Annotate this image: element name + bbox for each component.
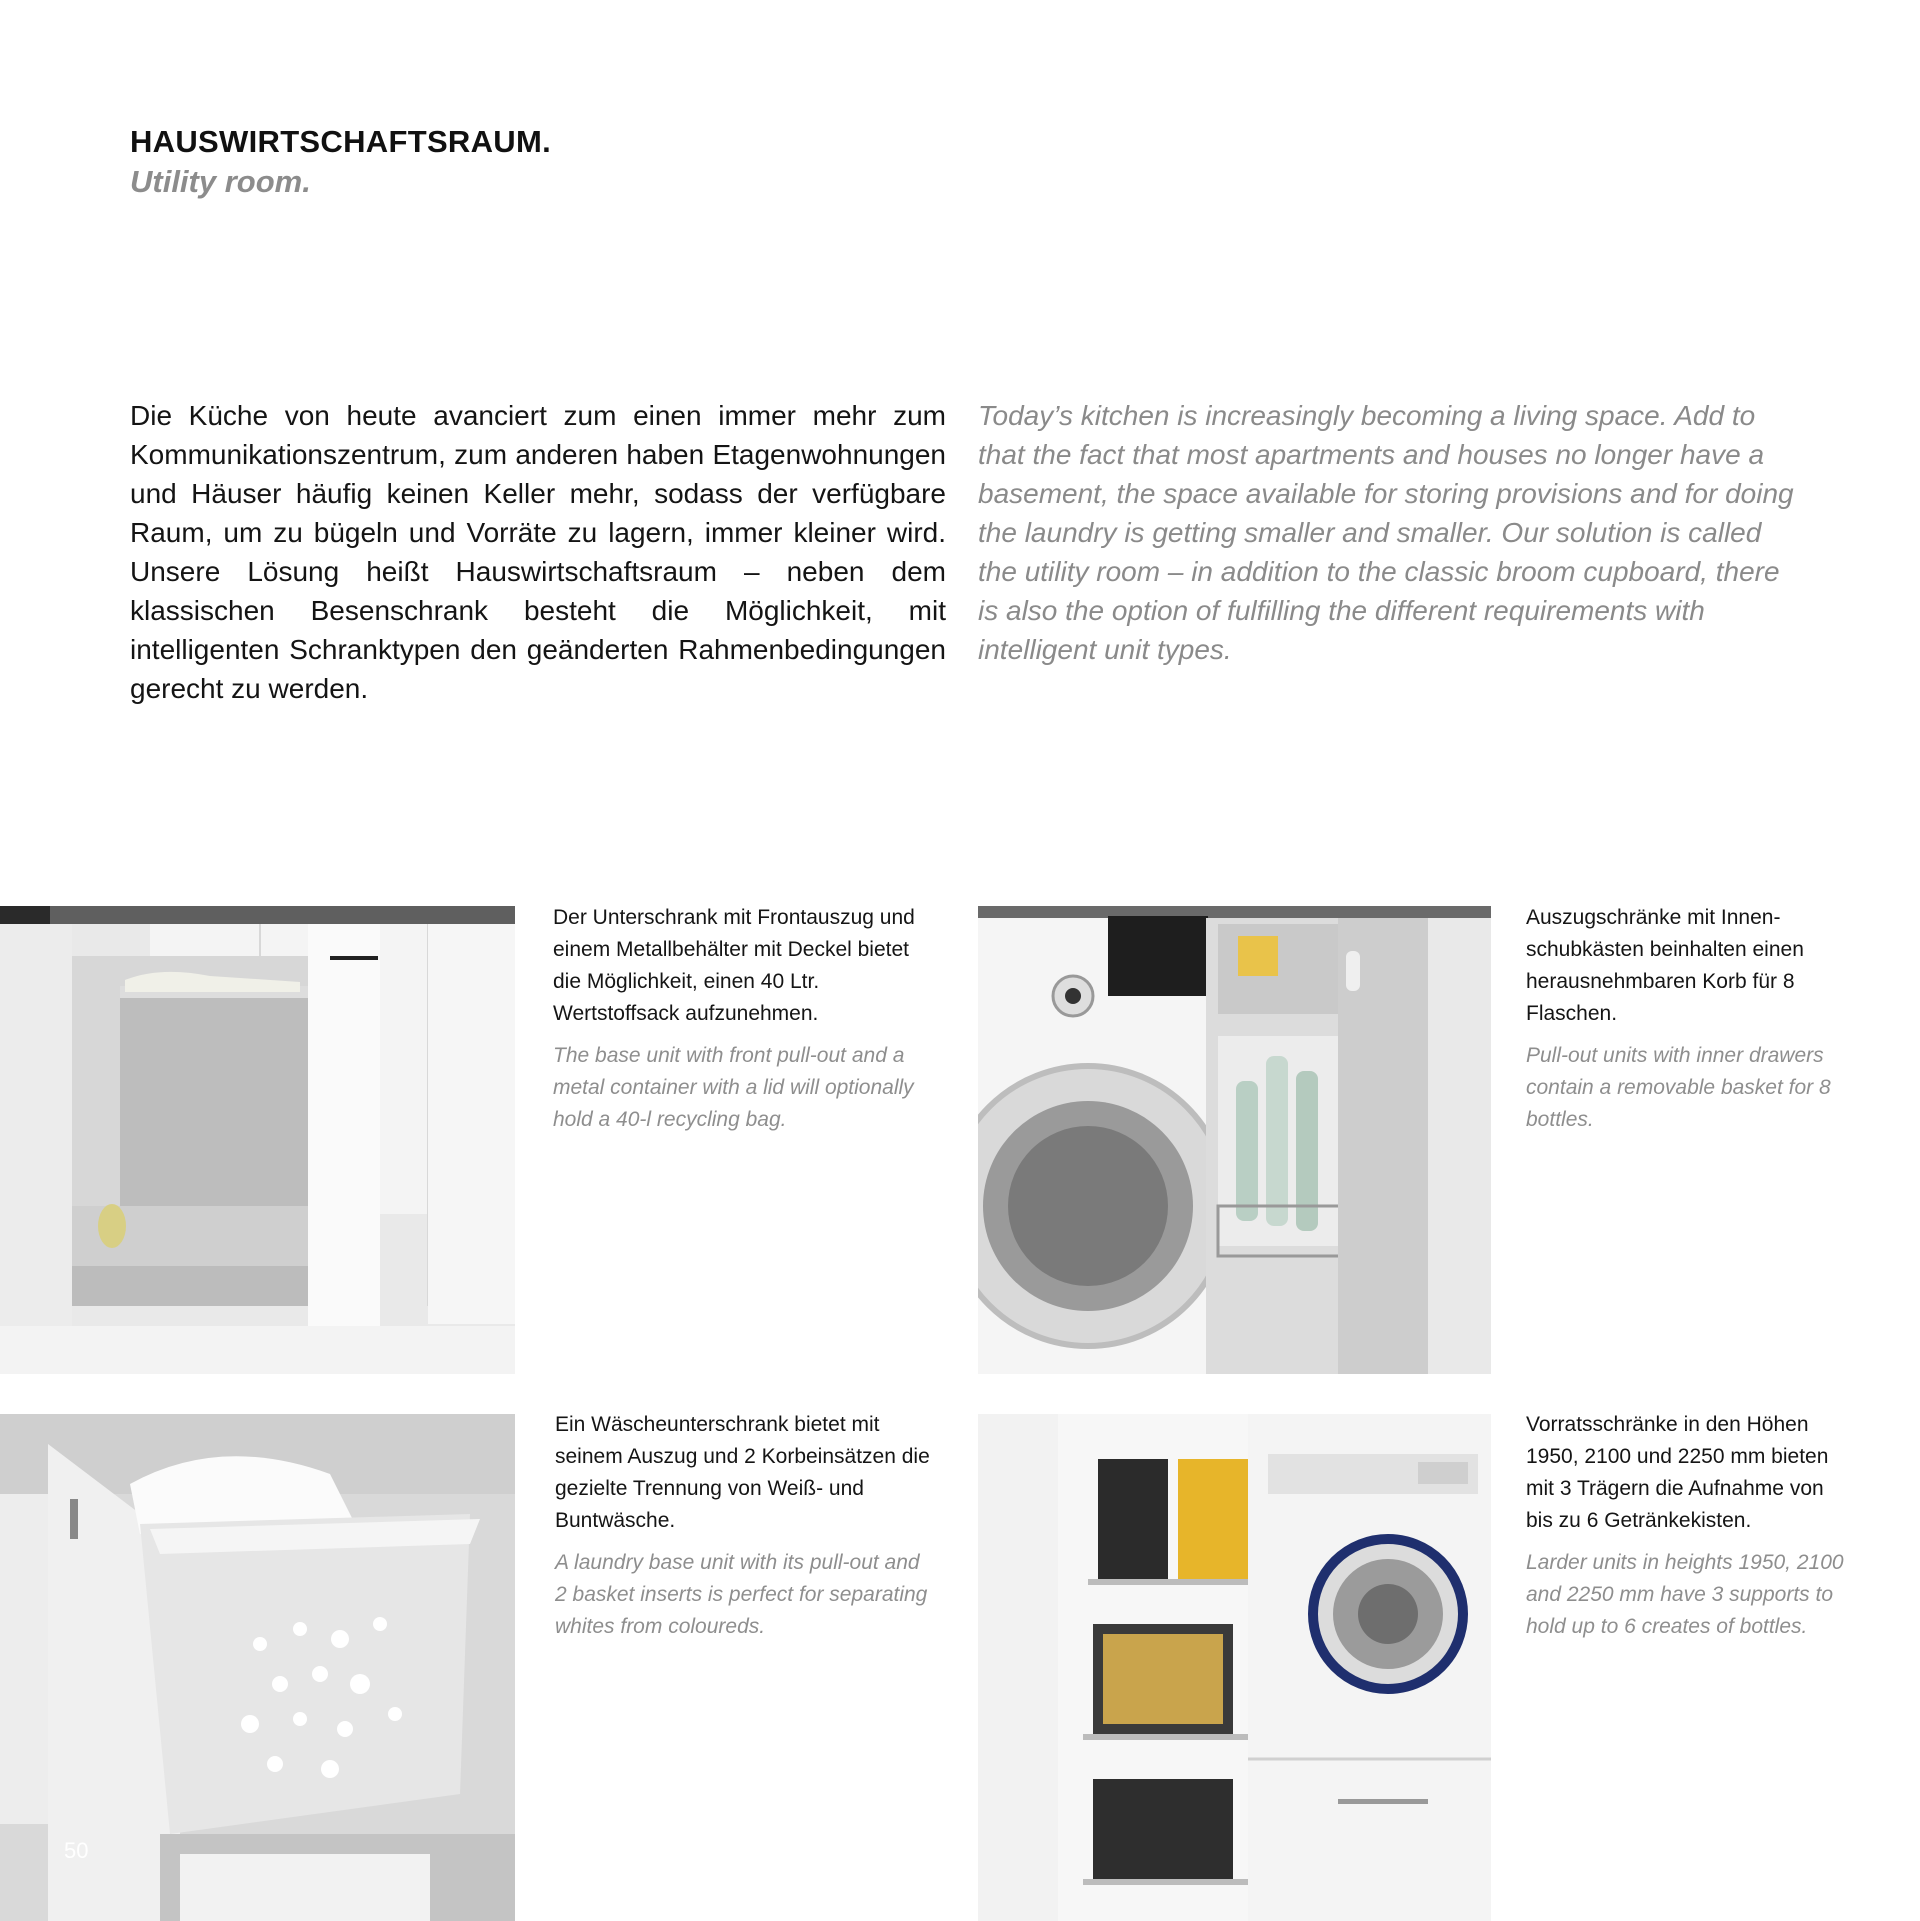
intro-text-german: Die Küche von heute avanciert zum einen immer mehr zum Kommunikationszentrum, zum anderen haben Etagenwohnungen und Häuser häufig keinen Keller mehr, sodass der verfügbare Raum, um zu bügeln und Vorräte zu lagern, immer kleiner wird. Unsere Lösung heißt Hauswirtschaftsraum – neben dem klassischen Besenschrank besteht die Möglichkeit, mit intelligenten Schranktypen den geänderten Rahmenbedingungen gerecht zu werden. xyxy=(130,400,946,704)
caption-english: Larder units in heights 1950, 2100 and 2250 mm have 3 supports to hold up to 6 creates of bottles. xyxy=(1526,1551,1844,1638)
page-title: HAUSWIRTSCHAFTSRAUM. xyxy=(130,124,552,159)
caption-german: Auszugschränke mit Innenschubkästen beinhalten einen herausnehmbaren Korb für 8 Flaschen. xyxy=(1526,906,1804,1025)
caption-larder-unit xyxy=(1526,1409,1856,1643)
photo-larder-unit xyxy=(978,1414,1491,1921)
caption-german: Ein Wäscheunterschrank bietet mit seinem Auszug und 2 Korbeinsätzen die gezielte Trennung von Weiß- und Buntwäsche. xyxy=(555,1413,930,1532)
caption-bottle-pull-out-unit xyxy=(1526,902,1856,1136)
caption-recycling-bin-unit xyxy=(553,902,933,1136)
caption-english: The base unit with front pull-out and a metal container with a lid will optionally hold a 40-l recycling bag. xyxy=(553,1044,914,1131)
caption-english: Pull-out units with inner drawers contain a removable basket for 8 bottles. xyxy=(1526,1044,1831,1131)
page-number: 50 xyxy=(64,1838,89,1863)
caption-german: Der Unterschrank mit Frontauszug und einem Metallbehälter mit Deckel bietet die Möglichkeit, einen 40 Ltr. Wertstoffsack aufzunehmen. xyxy=(553,906,915,1025)
photo-bottle-pull-out-unit xyxy=(978,906,1491,1374)
intro-text-english: Today’s kitchen is increasingly becoming a living space. Add to that the fact that most apartments and houses no longer have a basement, the space available for storing provisions and for doing the laundry is getting smaller and smaller. Our solution is called the utility room – in addition to the classic broom cupboard, there is also the option of fulfilling the different requirements with intelligent unit types. xyxy=(978,400,1794,665)
caption-english: A laundry base unit with its pull-out and 2 basket inserts is perfect for separating whites from coloureds. xyxy=(555,1551,928,1638)
caption-german: Vorratsschränke in den Höhen 1950, 2100 und 2250 mm bieten mit 3 Trägern die Aufnahme von bis zu 6 Getränkekisten. xyxy=(1526,1413,1829,1532)
photo-recycling-bin-unit xyxy=(0,906,515,1374)
caption-laundry-basket-unit xyxy=(555,1409,935,1643)
page-subtitle: Utility room. xyxy=(130,164,311,199)
